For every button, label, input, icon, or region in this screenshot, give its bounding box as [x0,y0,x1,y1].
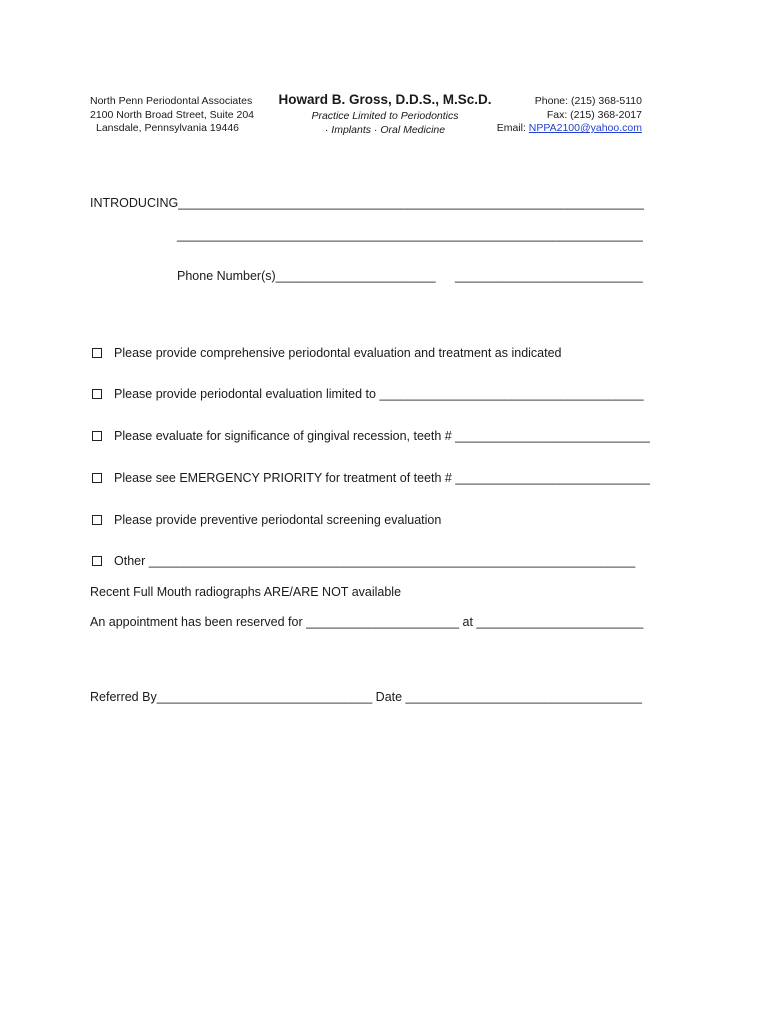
option-emergency-priority[interactable] [92,470,650,486]
practice-address-block [90,95,254,136]
option-label: Please provide comprehensive periodontal evaluation and treatment as indicated [114,346,562,360]
email-line [497,122,642,136]
phone-numbers-field[interactable]: Phone Number(s)_______________________ [177,269,436,283]
doctor-block [270,91,500,137]
option-preventive-screening[interactable] [92,512,441,528]
introducing-field-line-2[interactable]: ___________________________________________________________________ [177,228,643,242]
checkbox[interactable] [92,515,102,525]
option-other[interactable] [92,553,635,569]
option-label: Other ______________________________________________________________________ [114,554,636,568]
option-label: Please evaluate for significance of gingival recession, teeth # ____________________________ [114,429,650,443]
checkbox[interactable] [92,348,102,358]
contact-block [497,95,642,136]
practice-city: Lansdale, Pennsylvania 19446 [96,122,240,135]
fax-number: Fax: (215) 368-2017 [546,108,642,121]
specialty-line-1: Practice Limited to Periodontics [311,110,459,122]
option-comprehensive[interactable] [92,345,562,361]
email-link[interactable]: NPPA2100@yahoo.com [528,122,642,135]
phone-numbers-field-2[interactable]: ___________________________ [455,269,643,283]
phone-number: Phone: (215) 368-5110 [534,95,642,107]
practice-street: 2100 North Broad Street, Suite 204 [90,108,255,121]
option-label: Please see EMERGENCY PRIORITY for treatment of teeth # ____________________________ [114,471,650,485]
email-label: Email: [496,122,529,135]
checkbox[interactable] [92,473,102,483]
checkbox[interactable] [92,556,102,566]
referred-by-field[interactable]: Referred By_______________________________ Date __________________________________ [90,690,642,704]
radiographs-line: Recent Full Mouth radiographs ARE/ARE NOT available [90,585,402,599]
checkbox[interactable] [92,389,102,399]
appointment-field[interactable]: An appointment has been reserved for ______________________ at ________________________ [90,615,644,629]
specialty-line-2: · Implants · Oral Medicine [324,124,446,136]
doctor-name: Howard B. Gross, D.D.S., M.Sc.D. [278,92,492,107]
option-label: Please provide preventive periodontal screening evaluation [114,513,442,527]
option-label: Please provide periodontal evaluation limited to ______________________________________ [114,387,644,401]
checkbox[interactable] [92,431,102,441]
introducing-field[interactable]: INTRODUCING___________________________________________________________________ [90,196,644,210]
option-gingival-recession[interactable] [92,428,650,444]
option-limited-evaluation[interactable] [92,386,644,402]
practice-name: North Penn Periodontal Associates [90,95,253,107]
